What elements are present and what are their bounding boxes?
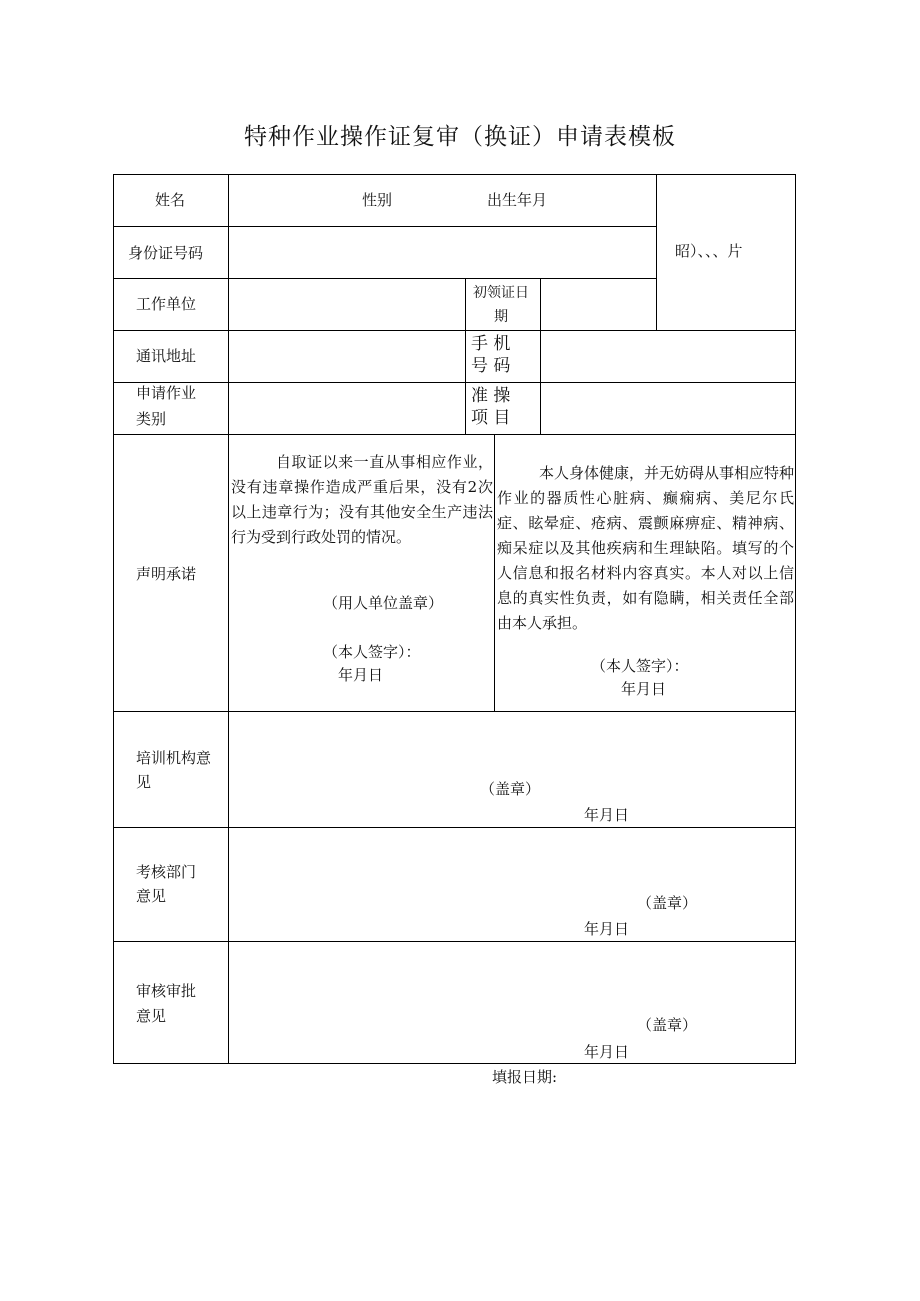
first-issue-date-label-2: 期 <box>494 309 508 325</box>
table-border-left <box>113 174 114 1064</box>
exam-date-text: 年月日 <box>584 920 630 938</box>
permit-item-label: 准 操 <box>471 386 511 406</box>
page-title: 特种作业操作证复审（换证）申请表模板 <box>244 124 676 150</box>
table-border-bottom <box>113 1063 796 1064</box>
training-seal-text: （盖章） <box>480 780 541 798</box>
training-opinion-label: 培训机构意 <box>136 749 212 767</box>
table-border-right <box>795 174 796 1064</box>
row-line <box>113 941 796 942</box>
left-signature-text: （本人签字）： <box>323 643 421 661</box>
employer-seal-text: （用人单位盖章） <box>323 594 444 612</box>
approval-seal-text: （盖章） <box>637 1016 698 1034</box>
table-border-top <box>113 174 796 175</box>
right-signature-text: （本人签字）： <box>591 657 689 675</box>
gender-label: 性别 <box>362 191 393 209</box>
job-category-label: 申请作业 <box>136 384 197 402</box>
name-label: 姓名 <box>155 191 186 209</box>
work-unit-label: 工作单位 <box>136 295 197 313</box>
approval-opinion-label: 审核审批 <box>136 982 197 1000</box>
row-line <box>113 226 656 227</box>
photo-label: 昭）、、、片 <box>675 242 743 260</box>
exam-opinion-label: 考核部门 <box>136 863 197 881</box>
row-line <box>113 434 796 435</box>
training-opinion-label-2: 见 <box>136 773 152 791</box>
exam-seal-text: （盖章） <box>637 894 698 912</box>
approval-opinion-label-2: 意见 <box>136 1007 167 1025</box>
row-line <box>113 278 656 279</box>
permit-item-label-2: 项 目 <box>471 408 511 428</box>
left-date-text: 年月日 <box>338 666 384 684</box>
declaration-left-text: 自取证以来一直从事相应作业，没有违章操作造成严重后果，没有2次以上违章行为；没有其他安全生产违法行为受到行政处罚的情况。 <box>231 453 493 546</box>
row-line <box>113 382 796 383</box>
fill-date-label: 填报日期: <box>492 1068 558 1086</box>
right-date-text: 年月日 <box>621 680 667 698</box>
birth-date-label: 出生年月 <box>487 191 548 209</box>
column-line <box>494 434 495 712</box>
job-category-label-2: 类别 <box>136 410 167 428</box>
row-line <box>113 330 796 331</box>
declaration-right-text: 本人身体健康，并无妨碍从事相应特种作业的器质性心脏病、癫痫病、美尼尔氏症、眩晕症、疮病、震颤麻痹症、精神病、痴呆症以及其他疾病和生理缺陷。填写的个人信息和报名材料内容真实。本人对以上信息的真实性负责，如有隐瞒，相关责任全部由本人承担。 <box>497 464 795 632</box>
id-number-label: 身份证号码 <box>128 244 204 262</box>
mobile-label-2: 号 码 <box>471 356 511 376</box>
mobile-label: 手 机 <box>471 334 511 354</box>
address-label: 通讯地址 <box>136 347 197 365</box>
training-date-text: 年月日 <box>584 806 630 824</box>
declaration-label: 声明承诺 <box>136 565 197 583</box>
row-line <box>113 827 796 828</box>
first-issue-date-label: 初领证日 <box>473 285 529 301</box>
approval-date-text: 年月日 <box>584 1043 630 1061</box>
exam-opinion-label-2: 意见 <box>136 887 167 905</box>
column-line <box>228 174 229 1064</box>
column-line <box>465 278 466 435</box>
column-line <box>540 278 541 435</box>
row-line <box>113 711 796 712</box>
column-line <box>656 174 657 331</box>
